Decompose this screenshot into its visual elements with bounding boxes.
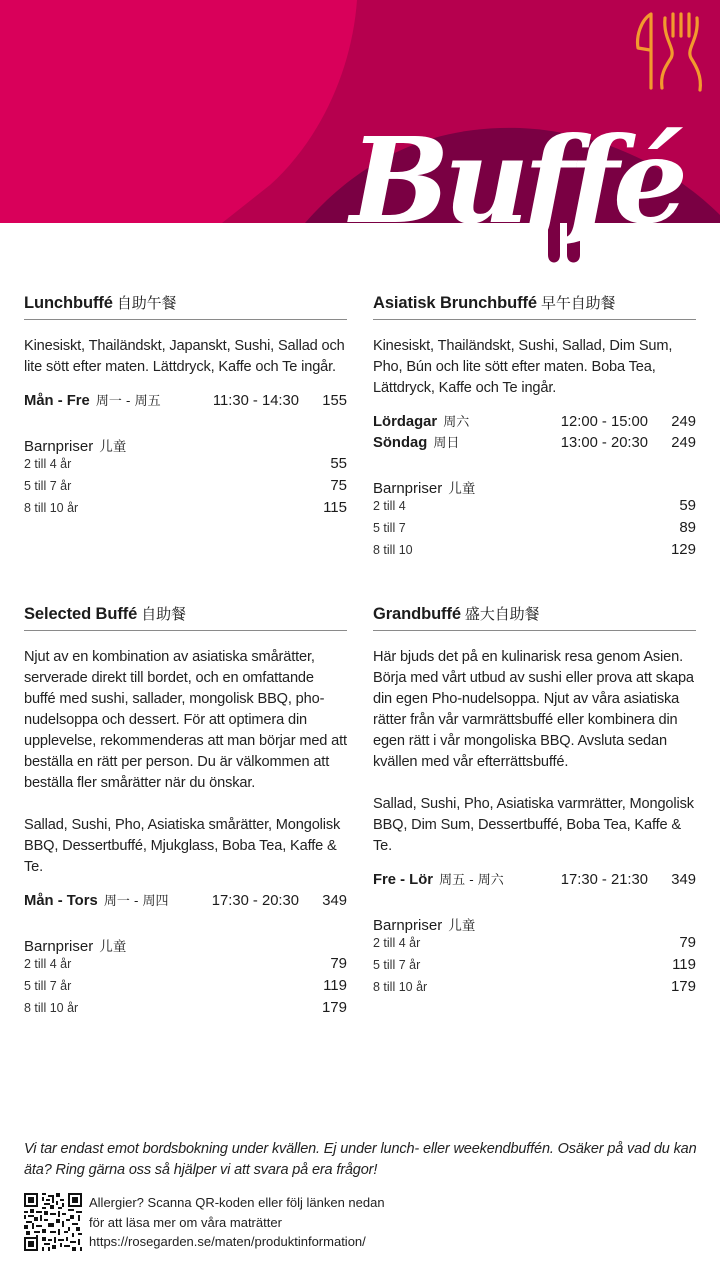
kids-row — [24, 977, 347, 999]
kids-price: 79 — [679, 934, 696, 951]
kids-row — [373, 519, 696, 541]
kids-price: 179 — [670, 978, 696, 995]
kids-age: 8 till 10 år — [24, 1001, 79, 1015]
kids-row — [24, 499, 347, 521]
schedule-row — [373, 432, 696, 453]
section-title — [24, 603, 347, 631]
kids-row — [373, 934, 696, 956]
description-text: Kinesiskt, Thailändskt, Japanskt, Sushi, Sallad och lite sött efter maten. Lättdryck, Kaffe och Te ingår. — [24, 338, 345, 375]
schedule-day — [373, 432, 459, 451]
kids-age: 5 till 7 år — [373, 958, 421, 972]
title-sv: Grandbuffé — [373, 605, 461, 623]
kids-price: 115 — [323, 499, 347, 516]
buffe-logo-text: Buffé — [350, 111, 683, 250]
kids-row — [24, 477, 347, 499]
kids-prices — [24, 435, 347, 521]
kids-age: 8 till 10 år — [373, 980, 428, 994]
kids-title — [24, 435, 347, 455]
schedule-price: 249 — [671, 414, 696, 430]
kids-row — [373, 541, 696, 563]
title-cn: 自助午餐 — [116, 294, 177, 312]
included-items: Sallad, Sushi, Pho, Asiatiska smårätter, Mongolisk BBQ, Dessertbuffé, Mjukglass, Boba Tea, Kaffe & Te. — [24, 817, 341, 875]
schedule — [373, 411, 696, 453]
kids-age: 2 till 4 år — [373, 936, 421, 950]
description-text: Kinesiskt, Thailändskt, Sushi, Sallad, Dim Sum, Pho, Bún och lite sött efter maten. Boba Tea, Lättdryck, Kaffe och Te ingår. — [373, 338, 673, 396]
schedule-time: 12:00 - 15:00 — [560, 414, 648, 430]
section-title — [373, 292, 696, 320]
schedule-day — [373, 869, 504, 888]
qr-code-icon[interactable] — [24, 1193, 82, 1251]
kids-title-sv: Barnpriser — [24, 938, 94, 955]
day-sv: Mån - Tors — [24, 893, 98, 909]
schedule-price: 155 — [322, 393, 347, 409]
kids-title-cn: 儿童 — [99, 439, 127, 455]
kids-age: 2 till 4 år — [24, 457, 72, 471]
day-cn: 周日 — [433, 436, 460, 451]
kids-price: 59 — [679, 497, 696, 514]
kids-title — [373, 914, 696, 934]
buffe-wordmark — [0, 0, 720, 270]
kids-price: 129 — [670, 541, 696, 558]
day-cn: 周六 — [443, 415, 470, 430]
description — [373, 647, 696, 857]
kids-row — [373, 978, 696, 1000]
day-sv: Mån - Fre — [24, 393, 90, 409]
schedule-row — [24, 390, 347, 411]
day-sv: Fre - Lör — [373, 872, 434, 888]
kids-prices — [24, 935, 347, 1021]
section-title — [24, 292, 347, 320]
kids-age: 5 till 7 år — [24, 979, 72, 993]
schedule-time: 17:30 - 20:30 — [211, 893, 299, 909]
kids-price: 179 — [321, 999, 347, 1016]
kids-age: 2 till 4 år — [24, 957, 72, 971]
description — [24, 336, 347, 378]
day-cn: 周一 - 周五 — [95, 394, 161, 409]
title-sv: Asiatisk Brunchbuffé — [373, 294, 537, 312]
kids-price: 89 — [679, 519, 696, 536]
title-sv: Selected Buffé — [24, 605, 138, 623]
schedule-price: 249 — [671, 435, 696, 451]
included-items: Sallad, Sushi, Pho, Asiatiska varmrätter, Mongolisk BBQ, Dim Sum, Dessertbuffé, Boba Tea, Kaffe & Te. — [373, 796, 694, 854]
kids-age: 5 till 7 år — [24, 479, 72, 493]
kids-row — [24, 455, 347, 477]
schedule-time: 17:30 - 21:30 — [560, 872, 648, 888]
kids-age: 8 till 10 — [373, 543, 413, 557]
kids-title-cn: 儿童 — [99, 939, 127, 955]
kids-title-sv: Barnpriser — [373, 917, 443, 934]
kids-row — [24, 955, 347, 977]
schedule-price: 349 — [671, 872, 696, 888]
schedule — [24, 890, 347, 911]
kids-row — [373, 497, 696, 519]
kids-price: 79 — [330, 955, 347, 972]
description — [373, 336, 696, 399]
booking-note: Vi tar endast emot bordsbokning under kvällen. Ej under lunch- eller weekendbuffén. Osäker på vad du kan äta? Ring gärna oss så hjälper vi att svara på era frågor! — [24, 1141, 697, 1178]
schedule-day — [24, 390, 161, 409]
kids-title — [373, 477, 696, 497]
day-cn: 周五 - 周六 — [439, 873, 504, 888]
allergy-line: för att läsa mer om våra maträtter — [89, 1214, 282, 1230]
title-cn: 盛大自助餐 — [464, 605, 540, 623]
kids-row — [24, 999, 347, 1021]
kids-age: 2 till 4 — [373, 499, 406, 513]
kids-price: 75 — [330, 477, 347, 494]
allergy-info — [24, 1193, 385, 1252]
schedule — [373, 869, 696, 890]
schedule-row — [24, 890, 347, 911]
kids-title-cn: 儿童 — [448, 481, 476, 497]
section-lunchbuffe — [24, 292, 347, 521]
kids-price: 55 — [330, 455, 347, 472]
kids-price: 119 — [672, 956, 696, 973]
description — [24, 647, 347, 878]
kids-title — [24, 935, 347, 955]
kids-price: 119 — [323, 977, 347, 994]
product-info-link[interactable]: https://rosegarden.se/maten/produktinformation/ — [89, 1234, 366, 1249]
schedule-row — [373, 411, 696, 432]
kids-row — [373, 956, 696, 978]
title-cn: 早午自助餐 — [540, 294, 616, 312]
schedule-time: 13:00 - 20:30 — [560, 435, 648, 451]
description-text: Njut av en kombination av asiatiska smårätter, serverade direkt till bordet, och en omfattande buffé med sushi, sallader, mongolisk BBQ, pho-nudelsoppa och dessert. För att optimera din upplevelse, rekommenderas att man börjar med att beställa en rätt per person. Du är välkommen att beställa fler smårätter när du önskar. — [24, 649, 347, 791]
kids-prices — [373, 477, 696, 563]
schedule-time: 11:30 - 14:30 — [212, 393, 299, 409]
section-brunchbuffe — [373, 292, 696, 563]
schedule-day — [373, 411, 469, 430]
kids-title-cn: 儿童 — [448, 918, 476, 934]
schedule — [24, 390, 347, 411]
section-selected-buffe — [24, 603, 347, 1021]
day-sv: Lördagar — [373, 414, 438, 430]
schedule-row — [373, 869, 696, 890]
allergy-line: Allergier? Scanna QR-koden eller följ länken nedan — [89, 1195, 385, 1210]
kids-age: 5 till 7 — [373, 521, 406, 535]
title-sv: Lunchbuffé — [24, 294, 113, 312]
day-sv: Söndag — [373, 435, 428, 451]
section-grandbuffe — [373, 603, 696, 1000]
kids-prices — [373, 914, 696, 1000]
kids-title-sv: Barnpriser — [24, 438, 94, 455]
schedule-day — [24, 890, 169, 909]
schedule-price: 349 — [322, 893, 347, 909]
kids-title-sv: Barnpriser — [373, 480, 443, 497]
section-title — [373, 603, 696, 631]
day-cn: 周一 - 周四 — [103, 894, 169, 909]
hero-banner — [0, 0, 720, 270]
description-text: Här bjuds det på en kulinarisk resa genom Asien. Börja med vårt utbud av sushi eller prova att skapa din egen Pho-nudelsoppa. Njut av våra asiatiska rätter från vår varmrättsbuffé eller kombinera din egen rätt i vår mongoliska BBQ. Avsluta sedan kvällen med vår efterrättsbuffé. — [373, 649, 694, 770]
allergy-text — [89, 1193, 385, 1252]
title-cn: 自助餐 — [141, 605, 186, 623]
kids-age: 8 till 10 år — [24, 501, 79, 515]
